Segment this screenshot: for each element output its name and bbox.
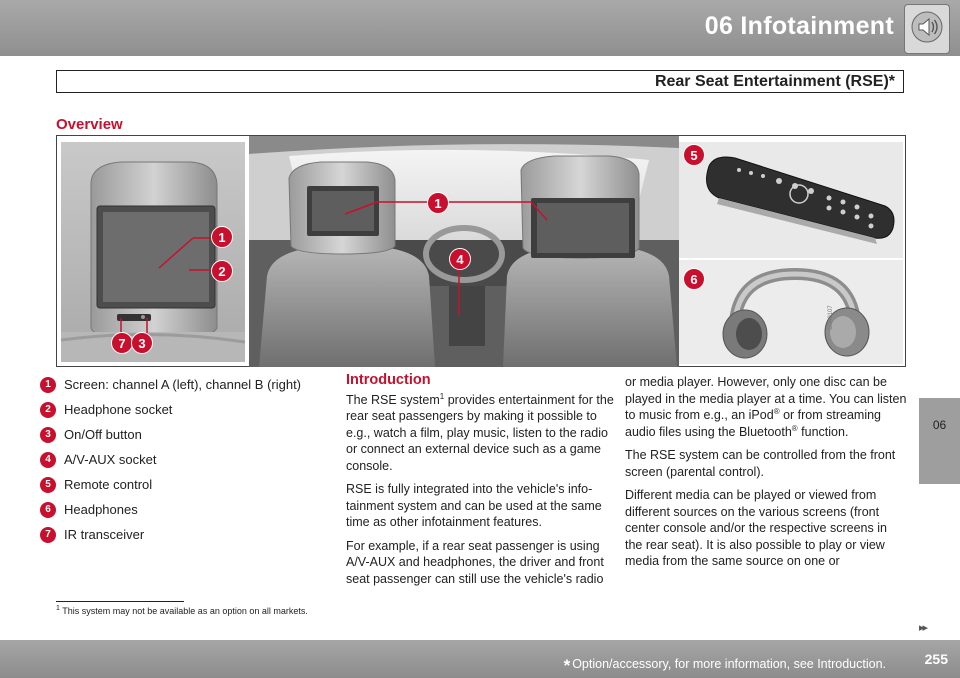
asterisk-icon: * [563,656,571,675]
footnote-number: 1 [56,605,60,612]
body-text: function. [797,424,849,439]
chapter-header [0,0,960,56]
callout-screen: 1 [211,226,233,248]
legend-text: Headphones [64,502,138,517]
legend-text: IR transceiver [64,527,145,542]
right-paragraph-1 [625,374,907,440]
legend-text: Headphone socket [64,402,173,417]
right-paragraph-2: The RSE system can be controlled from the front screen (parental control). [625,448,896,479]
callout-remote-control: 5 [683,144,705,166]
registered-mark: ® [791,423,798,433]
legend-marker: 6 [40,502,56,518]
speaker-tab [904,4,950,54]
callout-headphone-socket: 2 [211,260,233,282]
chapter-side-tab [919,398,960,484]
footnote-divider [56,601,184,602]
legend-item [45,472,336,497]
intro-paragraph-3: For example, if a rear seat passenger is using A/V-AUX and headphones, the driver and front seat passenger can still use the vehicle's radio [346,538,604,586]
legend-item [45,447,336,472]
callout-screen-center: 1 [427,192,449,214]
callout-headphones: 6 [683,268,705,290]
intro-text: provides entertainment for the rear seat passengers by making it possible to e.g., watch a film, play music, listen to the radio or connect an external device such as a game console. [346,392,614,473]
intro-paragraph-2: RSE is fully integrated into the vehicle's info-tainment system and can be used at the same time as other infotainment features. [346,482,602,529]
chapter-title: 06 Infotainment [704,12,894,40]
continuation-column [625,374,907,577]
remote-control-illustration [679,142,903,258]
introduction-heading: Introduction [346,372,431,388]
footnote-ref: 1 [439,391,445,401]
legend-item [45,522,336,547]
callout-av-aux-socket: 4 [449,248,471,270]
callout-on-off-button: 3 [131,332,153,354]
speaker-icon [910,10,944,49]
overview-heading: Overview [56,116,123,133]
intro-paragraph-1 [346,392,618,475]
legend-item [45,422,336,447]
chapter-side-tab-label: 06 [932,418,947,432]
introduction-column [346,372,618,594]
legend-marker: 7 [40,527,56,543]
headrest-screen-illustration [61,142,245,362]
footnote-text: This system may not be available as an option on all markets. [62,606,308,616]
figure-legend [45,372,336,547]
legend-text: On/Off button [64,427,142,442]
page-number: 255 [924,651,948,667]
section-title-bar [56,70,904,93]
legend-text: Screen: channel A (left), channel B (right) [64,377,302,392]
continue-arrows-icon: ▸▸ [918,622,926,634]
footer-note-text: Option/accessory, for more information, see Introduction. [572,657,886,671]
footnote [56,606,308,616]
registered-mark: ® [773,406,780,416]
legend-item [45,372,336,397]
legend-marker: 4 [40,452,56,468]
legend-text: Remote control [64,477,153,492]
page-footer [0,640,960,678]
headphones-illustration [679,260,903,364]
legend-text: A/V-AUX socket [64,452,157,467]
callout-ir-transceiver: 7 [111,332,133,354]
legend-marker: 3 [40,427,56,443]
body-text: or from streaming audio files using the Bluetooth [625,408,882,439]
legend-marker: 1 [40,377,56,393]
figure-code: G040107 [828,305,834,330]
section-title: Rear Seat Entertainment (RSE)* [654,73,895,90]
legend-marker: 5 [40,477,56,493]
intro-text: The RSE system [346,392,440,407]
legend-item [45,397,336,422]
legend-marker: 2 [40,402,56,418]
legend-item [45,497,336,522]
body-text: or media player. However, only one disc can be played in the media player at a time. You can listen to music from e.g., an iPod [625,375,907,422]
footer-note [564,653,886,673]
rse-overview-figure [56,135,906,367]
right-paragraph-3: Different media can be played or viewed from different sources on the various screens (front center console and/or the respective screens in the rear seat). It is also possible to play or view media from the same source on one or [625,488,887,568]
